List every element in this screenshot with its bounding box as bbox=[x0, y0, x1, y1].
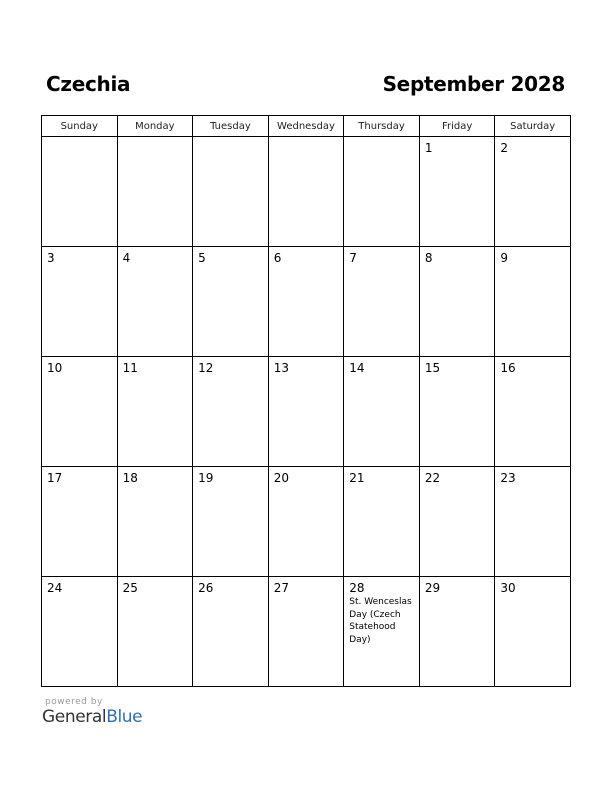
day-number: 28 bbox=[349, 581, 365, 595]
weekday-wednesday: Wednesday bbox=[268, 116, 344, 137]
day-number: 13 bbox=[273, 361, 289, 375]
day-cell bbox=[193, 137, 269, 247]
day-number: 9 bbox=[500, 251, 509, 265]
day-cell bbox=[42, 577, 118, 687]
day-cell bbox=[495, 247, 571, 357]
day-number: 2 bbox=[500, 141, 509, 155]
day-cell bbox=[419, 467, 495, 577]
day-cell bbox=[193, 247, 269, 357]
country-title: Czechia bbox=[46, 72, 131, 96]
day-cell bbox=[419, 137, 495, 247]
day-cell bbox=[117, 137, 193, 247]
day-number: 23 bbox=[500, 471, 516, 485]
day-number: 3 bbox=[47, 251, 55, 265]
day-number: 27 bbox=[273, 581, 289, 595]
day-number: 16 bbox=[500, 361, 516, 375]
day-cell bbox=[117, 467, 193, 577]
weekday-monday: Monday bbox=[117, 116, 193, 137]
day-number: 29 bbox=[424, 581, 441, 595]
day-cell bbox=[419, 247, 495, 357]
week-row bbox=[42, 357, 571, 467]
day-cell bbox=[117, 247, 193, 357]
weekday-sunday: Sunday bbox=[42, 116, 118, 137]
powered-by-label: powered by bbox=[45, 697, 103, 707]
day-cell bbox=[268, 357, 344, 467]
day-cell bbox=[117, 357, 193, 467]
day-cell bbox=[42, 467, 118, 577]
week-row bbox=[42, 137, 571, 247]
day-cell bbox=[268, 247, 344, 357]
month-year-title: September 2028 bbox=[382, 72, 565, 96]
day-cell bbox=[344, 137, 420, 247]
day-number: 1 bbox=[424, 141, 433, 155]
day-cell bbox=[268, 467, 344, 577]
day-cell bbox=[268, 577, 344, 687]
week-row bbox=[42, 577, 571, 687]
day-number: 26 bbox=[198, 581, 214, 595]
week-row bbox=[42, 247, 571, 357]
weekday-saturday: Saturday bbox=[495, 116, 571, 137]
day-number: 15 bbox=[424, 361, 441, 375]
day-cell bbox=[344, 247, 420, 357]
day-cell bbox=[495, 577, 571, 687]
day-cell bbox=[193, 577, 269, 687]
day-cell bbox=[42, 357, 118, 467]
week-row bbox=[42, 467, 571, 577]
brand-name-part2: Blue bbox=[106, 707, 143, 727]
day-cell bbox=[419, 577, 495, 687]
day-number: 25 bbox=[122, 581, 138, 595]
day-cell bbox=[344, 577, 420, 687]
day-cell bbox=[193, 357, 269, 467]
day-cell bbox=[268, 137, 344, 247]
weekday-friday: Friday bbox=[419, 116, 495, 137]
day-cell bbox=[495, 137, 571, 247]
day-number: 5 bbox=[198, 251, 206, 265]
day-cell bbox=[42, 137, 118, 247]
brand-name-part1: General bbox=[42, 707, 107, 727]
day-number: 10 bbox=[47, 361, 63, 375]
day-cell bbox=[344, 357, 420, 467]
day-number: 21 bbox=[349, 471, 365, 485]
weekday-tuesday: Tuesday bbox=[193, 116, 269, 137]
day-cell bbox=[495, 357, 571, 467]
day-number: 17 bbox=[47, 471, 63, 485]
day-number: 12 bbox=[198, 361, 214, 375]
day-cell bbox=[193, 467, 269, 577]
calendar-grid bbox=[41, 115, 571, 687]
day-number: 4 bbox=[122, 251, 131, 265]
weekday-header-row bbox=[42, 116, 571, 137]
day-number: 6 bbox=[273, 251, 282, 265]
day-number: 19 bbox=[198, 471, 214, 485]
day-cell bbox=[117, 577, 193, 687]
day-number: 20 bbox=[273, 471, 289, 485]
day-number: 14 bbox=[349, 361, 365, 375]
day-cell bbox=[42, 247, 118, 357]
generalblue-logo[interactable] bbox=[42, 707, 142, 727]
day-cell bbox=[344, 467, 420, 577]
day-number: 18 bbox=[122, 471, 138, 485]
day-number: 30 bbox=[500, 581, 516, 595]
day-cell bbox=[495, 467, 571, 577]
day-number: 8 bbox=[424, 251, 433, 265]
holiday-label: St. Wenceslas Day (Czech Statehood Day) bbox=[349, 597, 412, 645]
day-number: 11 bbox=[122, 361, 138, 375]
weekday-thursday: Thursday bbox=[344, 116, 420, 137]
day-number: 7 bbox=[349, 251, 357, 265]
day-number: 22 bbox=[424, 471, 441, 485]
day-number: 24 bbox=[47, 581, 63, 595]
day-cell bbox=[419, 357, 495, 467]
